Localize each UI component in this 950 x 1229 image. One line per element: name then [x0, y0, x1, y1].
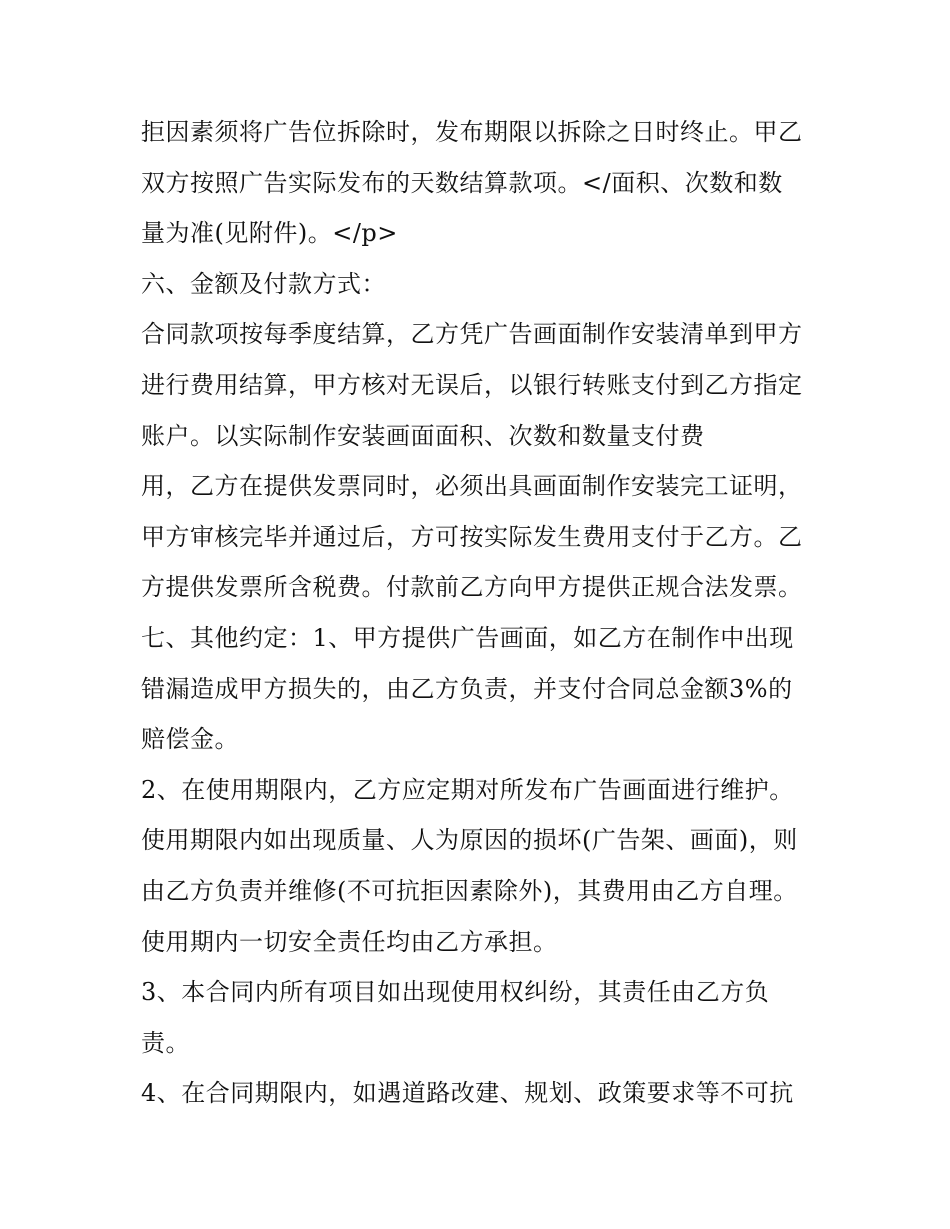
text-line: 责。 [141, 1028, 190, 1057]
text-line: 由乙方负责并维修(不可抗拒因素除外)，其费用由乙方自理。 [141, 876, 798, 905]
text-line: 甲方审核完毕并通过后，方可按实际发生费用支付于乙方。乙 [141, 522, 803, 551]
text-line: 赔偿金。 [141, 725, 239, 754]
text-line: 拒因素须将广告位拆除时，发布期限以拆除之日时终止。甲乙 [141, 118, 803, 146]
text-line: 方提供发票所含税费。付款前乙方向甲方提供正规合法发票。 [141, 573, 803, 602]
text-line: 合同款项按每季度结算，乙方凭广告画面制作安装清单到甲方 [141, 320, 803, 349]
section-heading: 六、金额及付款方式： [141, 269, 386, 298]
contract-text [141, 107, 841, 1119]
text-line: 用，乙方在提供发票同时，必须出具画面制作安装完工证明， [141, 472, 803, 501]
section-heading: 七、其他约定：1、甲方提供广告画面，如乙方在制作中出现 [141, 623, 794, 652]
text-line: 使用期内一切安全责任均由乙方承担。 [141, 927, 558, 956]
clause-item: 3、本合同内所有项目如出现使用权纠纷，其责任由乙方负 [141, 978, 770, 1007]
clause-item: 4、在合同期限内，如遇道路改建、规划、政策要求等不可抗 [141, 1079, 794, 1108]
text-line: 账户。以实际制作安装画面面积、次数和数量支付费 [141, 421, 705, 450]
text-line: 使用期限内如出现质量、人为原因的损坏(广告架、画面)，则 [141, 826, 798, 855]
text-line: 进行费用结算，甲方核对无误后，以银行转账支付到乙方指定 [141, 370, 803, 399]
clause-item: 2、在使用期限内，乙方应定期对所发布广告画面进行维护。 [141, 775, 794, 804]
text-line: 双方按照广告实际发布的天数结算款项。</面积、次数和数 [141, 168, 783, 197]
text-line: 错漏造成甲方损失的，由乙方负责，并支付合同总金额3%的 [141, 674, 793, 703]
text-line: 量为准(见附件)。</p> [141, 219, 398, 248]
